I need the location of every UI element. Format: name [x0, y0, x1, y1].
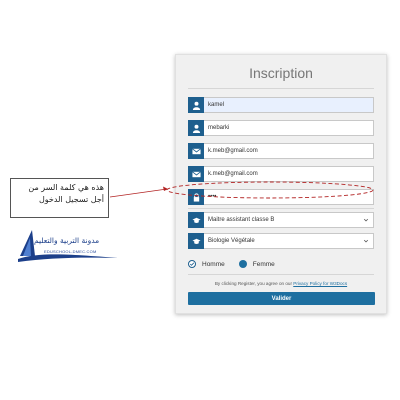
- password-field[interactable]: [188, 189, 374, 205]
- envelope-icon: [188, 166, 204, 182]
- specialty-select[interactable]: [188, 233, 374, 249]
- email-input[interactable]: k.meb@gmail.com: [204, 143, 374, 159]
- annotation-note: هذه هي كلمة السر من أجل تسجيل الدخول: [10, 178, 109, 218]
- registration-card: [175, 54, 387, 314]
- annotation-arrow-head: [163, 187, 168, 192]
- chevron-down-icon: [363, 217, 369, 223]
- first-name-input[interactable]: kamel: [204, 97, 374, 113]
- gender-male-radio[interactable]: [188, 260, 196, 268]
- graduation-cap-icon: [188, 212, 204, 228]
- check-icon: [189, 261, 195, 267]
- last-name-input[interactable]: mebarki: [204, 120, 374, 136]
- logo-name: مدونة التربية والتعليم: [34, 236, 100, 245]
- envelope-icon: [188, 143, 204, 159]
- graduation-cap-icon: [188, 233, 204, 249]
- user-icon: [188, 97, 204, 113]
- chevron-down-icon: [363, 238, 369, 244]
- lock-icon: [188, 189, 204, 205]
- submit-button[interactable]: Valider: [188, 292, 375, 305]
- gender-radio-group: [188, 260, 275, 268]
- logo-url: EDUSCHOOL-DMEC.COM: [44, 249, 97, 254]
- specialty-select-value[interactable]: Biologie Végétale: [204, 233, 374, 249]
- gender-male-label: Homme: [202, 260, 225, 268]
- user-icon: [188, 120, 204, 136]
- page-title: Inscription: [249, 65, 313, 81]
- gender-female-radio[interactable]: [239, 260, 247, 268]
- email-field[interactable]: [188, 143, 374, 159]
- first-name-field[interactable]: [188, 97, 374, 113]
- logo-graphic: [18, 226, 120, 266]
- divider: [188, 208, 374, 209]
- email-confirm-input[interactable]: k.meb@gmail.com: [204, 166, 374, 182]
- last-name-field[interactable]: [188, 120, 374, 136]
- gender-female-label: Femme: [252, 260, 275, 268]
- password-input[interactable]: ••••: [204, 189, 374, 205]
- annotation-arrow-line: [110, 189, 167, 197]
- privacy-policy-link[interactable]: Privacy Policy for W3Docs: [293, 281, 348, 286]
- terms-text: By clicking Register, you agree on our Privacy Policy for W3Docs: [214, 281, 348, 286]
- email-confirm-field[interactable]: [188, 166, 374, 182]
- grade-select[interactable]: [188, 212, 374, 228]
- grade-select-value[interactable]: Maitre assistant classe B: [204, 212, 374, 228]
- divider: [188, 88, 374, 89]
- divider: [188, 274, 374, 275]
